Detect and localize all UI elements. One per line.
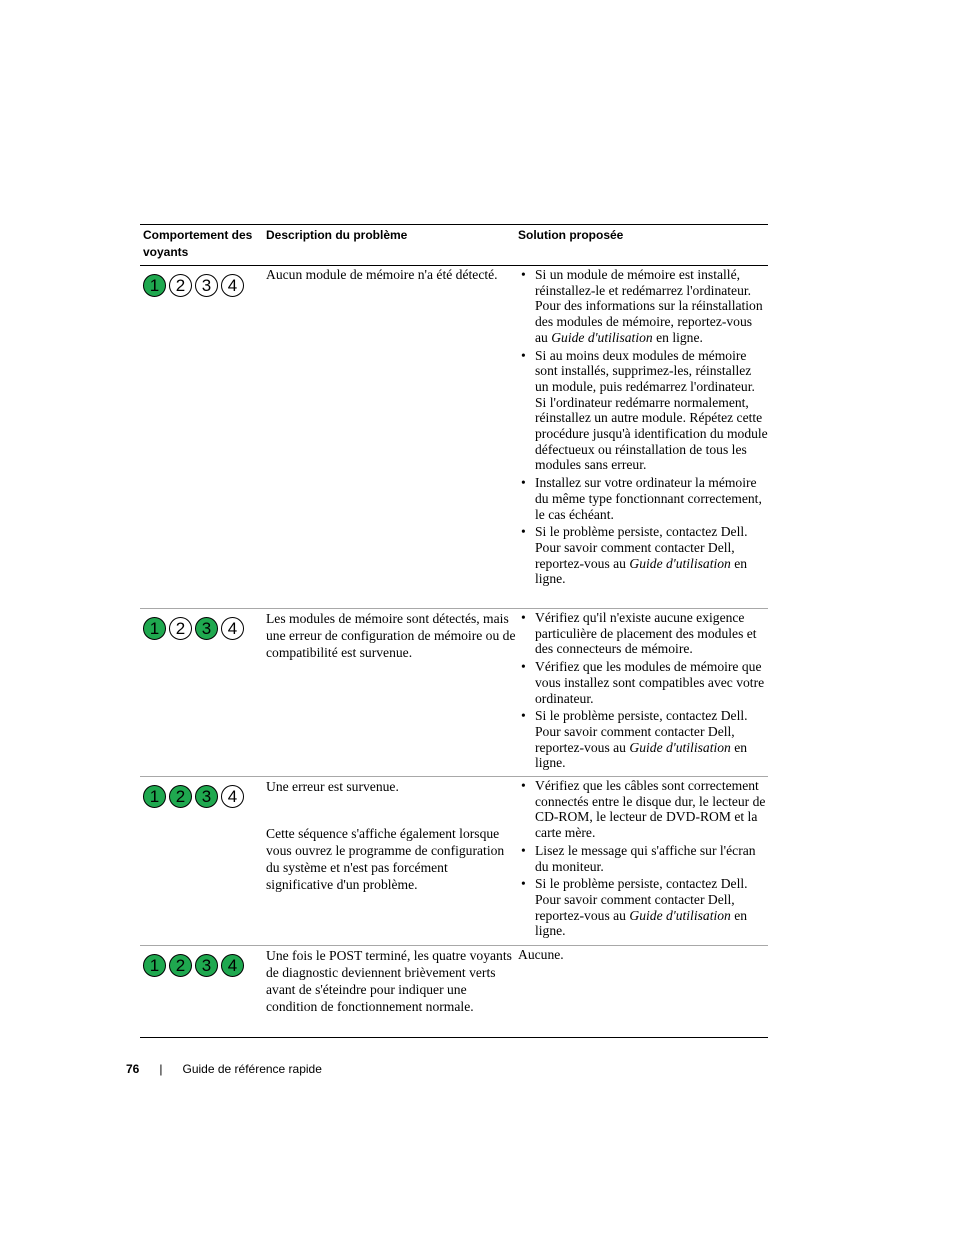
- page-footer: [126, 1062, 322, 1076]
- header-suggested-solution: Solution proposée: [518, 228, 624, 242]
- problem-description: Les modules de mémoire sont détectés, mais une erreur de configuration de mémoire ou de compatibilité est survenue.: [266, 611, 516, 660]
- solution-cell: [518, 609, 768, 776]
- header-problem-description: Description du problème: [266, 228, 408, 242]
- bullet-icon: •: [521, 610, 526, 625]
- bullet-icon: •: [521, 524, 526, 540]
- bullet-icon: •: [521, 708, 526, 724]
- diagnostic-light-1-icon: 1: [143, 785, 166, 808]
- solution-item: • Vérifiez que les modules de mémoire que vous installez sont compatibles avec votre ordinateur.: [521, 659, 765, 706]
- diagnostic-light-2-icon: 2: [169, 785, 192, 808]
- problem-description: Une erreur est survenue.: [266, 779, 399, 794]
- footer-separator: |: [159, 1062, 163, 1076]
- diagnostic-lights-table: [140, 224, 768, 1038]
- solution-item: • Si le problème persiste, contactez Dell. Pour savoir comment contacter Dell, reportez-vous au Guide d'utilisation en ligne.: [521, 876, 748, 939]
- problem-description-cell: [266, 609, 518, 776]
- light-pattern-cell: [140, 266, 266, 608]
- solution-cell: [518, 266, 768, 608]
- diagnostic-light-1-icon: 1: [143, 274, 166, 297]
- diagnostic-light-4-icon: 4: [221, 617, 244, 640]
- solution-cell: [518, 946, 768, 1037]
- diagnostic-light-3-icon: 3: [195, 954, 218, 977]
- solution-item: • Installez sur votre ordinateur la mémoire du même type fonctionnant correctement, le cas échéant.: [521, 475, 762, 522]
- bullet-icon: •: [521, 659, 526, 675]
- solution-item: • Si le problème persiste, contactez Dell. Pour savoir comment contacter Dell, reportez-vous au Guide d'utilisation en ligne.: [521, 524, 748, 587]
- diagnostic-lights: [143, 274, 266, 297]
- problem-description-cell: [266, 266, 518, 608]
- document-title: Guide de référence rapide: [182, 1062, 322, 1076]
- problem-description-cell: [266, 946, 518, 1037]
- solution-item: • Lisez le message qui s'affiche sur l'écran du moniteur.: [521, 842, 756, 874]
- bullet-icon: •: [521, 842, 526, 858]
- header-light-behavior: Comportement des voyants: [143, 228, 253, 259]
- diagnostic-light-4-icon: 4: [221, 954, 244, 977]
- diagnostic-light-2-icon: 2: [169, 274, 192, 297]
- diagnostic-light-2-icon: 2: [169, 954, 192, 977]
- diagnostic-lights: [143, 954, 266, 977]
- solution-item: • Vérifiez qu'il n'existe aucune exigence particulière de placement des modules et des connecteurs de mémoire.: [521, 610, 757, 657]
- diagnostic-light-1-icon: 1: [143, 617, 166, 640]
- diagnostic-light-1-icon: 1: [143, 954, 166, 977]
- solution-list: [518, 610, 768, 771]
- solution-item: • Si un module de mémoire est installé, réinstallez-le et redémarrez l'ordinateur. Pour des informations sur la réinstallation des modules de mémoire, reportez-vous au Guide d'utilisation en ligne.: [521, 267, 763, 345]
- bullet-icon: •: [521, 876, 526, 892]
- table-row: [140, 609, 768, 777]
- solution-text: Aucune.: [518, 947, 564, 962]
- diagnostic-light-3-icon: 3: [195, 274, 218, 297]
- solution-item: • Si au moins deux modules de mémoire sont installés, supprimez-les, réinstallez un module, puis redémarrez l'ordinateur. Si l'ordinateur redémarre normalement, réinstallez un autre module. Répétez cette procédure jusqu'à identification du module défectueux ou réinstallation de tous les modules sans erreur.: [521, 347, 768, 473]
- table-row: [140, 946, 768, 1037]
- problem-description: Aucun module de mémoire n'a été détecté.: [266, 267, 498, 282]
- diagnostic-light-4-icon: 4: [221, 274, 244, 297]
- solution-item: • Vérifiez que les câbles sont correctement connectés entre le disque dur, le lecteur de CD-ROM, le lecteur de DVD-ROM et la carte mère.: [521, 778, 766, 841]
- bullet-icon: •: [521, 347, 526, 363]
- bullet-icon: •: [521, 475, 526, 491]
- bullet-icon: •: [521, 778, 526, 793]
- table-row: [140, 266, 768, 609]
- diagnostic-lights: [143, 785, 266, 808]
- diagnostic-light-3-icon: 3: [195, 785, 218, 808]
- solution-cell: [518, 777, 768, 945]
- table-row: [140, 777, 768, 946]
- solution-list: [518, 778, 768, 939]
- light-pattern-cell: [140, 609, 266, 776]
- diagnostic-light-3-icon: 3: [195, 617, 218, 640]
- page-number: 76: [126, 1062, 140, 1076]
- table-header: [140, 225, 768, 266]
- diagnostic-lights: [143, 617, 266, 640]
- problem-description: Une fois le POST terminé, les quatre voyants de diagnostic deviennent brièvement verts avant de s'éteindre pour indiquer une condition de fonctionnement normale.: [266, 948, 512, 1014]
- light-pattern-cell: [140, 777, 266, 945]
- light-pattern-cell: [140, 946, 266, 1037]
- bullet-icon: •: [521, 267, 526, 282]
- solution-list: [518, 267, 768, 587]
- diagnostic-light-4-icon: 4: [221, 785, 244, 808]
- solution-item: • Si le problème persiste, contactez Dell. Pour savoir comment contacter Dell, reportez-vous au Guide d'utilisation en ligne.: [521, 708, 748, 771]
- diagnostic-light-2-icon: 2: [169, 617, 192, 640]
- problem-description-cell: [266, 777, 518, 945]
- problem-note: Cette séquence s'affiche également lorsque vous ouvrez le programme de configuration du système et n'est pas forcément significative d'un problème.: [266, 826, 505, 892]
